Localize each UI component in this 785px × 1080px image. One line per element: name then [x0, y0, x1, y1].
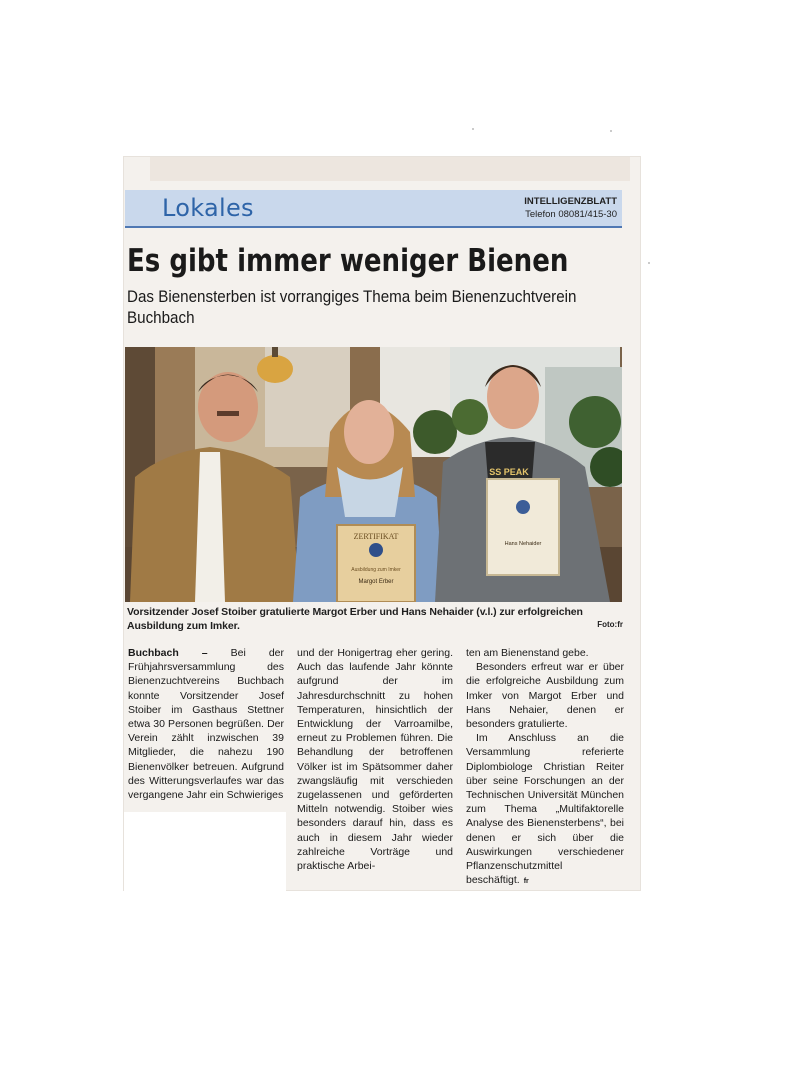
dateline: Buchbach –: [128, 647, 208, 659]
author-signature: fr: [523, 878, 529, 886]
certificate-name: Margot Erber: [358, 579, 394, 585]
column-3-paragraph-2: Besonders erfreut war er über die erfolgreiche Ausbildung zum Imker von Margot Erber und Hans Nehaier, denen er besonders gratulierte.: [466, 661, 624, 731]
newspaper-phone: Telefon 08081/415-30: [525, 209, 617, 220]
article-photo: [125, 347, 622, 602]
scan-dust: [610, 130, 612, 132]
article-column-3: [466, 646, 624, 889]
photo-illustration: [125, 347, 622, 602]
article-column-2: [297, 646, 453, 873]
column-2-text: und der Honigertrag eher gering. Auch das laufende Jahr könnte aufgrund der im Jahresdurchschnitt zu hohen Temperaturen, hinsichtlich der Entwicklung der Varroamilbe, erneut zu Problemen führen. Die Behandlung der betroffenen Völker ist im Spätsommer daher zwangsläufig mit verschieden zugelassenen und geförderten Mitteln notwendig. Stoiber wies besonders darauf hin, dass es auch in diesem Jahr wieder zahlreiche Vorträge und praktische Arbei-: [297, 647, 453, 873]
newspaper-name: INTELLIGENZBLATT: [524, 196, 617, 207]
article-subheadline: Das Bienensterben ist vorrangiges Thema beim Bienenzuchtverein Buchbach: [127, 288, 577, 327]
certificate-title: ZERTIFIKAT: [353, 532, 399, 541]
section-title: Lokales: [162, 194, 254, 222]
photo-caption: Vorsitzender Josef Stoiber gratulierte Margot Erber und Hans Nehaider (v.l.) zur erfolgreichen Ausbildung zum Imker.: [127, 606, 583, 632]
scan-dust: [648, 262, 650, 264]
scan-dust: [472, 128, 474, 130]
certificate-name-2: Hans Nehaider: [504, 541, 542, 547]
shirt-print: SS PEAK: [489, 467, 529, 477]
column-1-text: Bei der Frühjahrsversammlung des Bienenzuchtvereins Buchbach konnte Vorsitzender Josef Stoiber im Gasthaus Stettner etwa 30 Personen begrüßen. Der Verein zählt inzwischen 39 Mitglieder, die nahezu 190 Bienenvölker betreuen. Aufgrund des Witterungsverlaufes war das vergangene Jahr ein Schwieriges: [128, 647, 285, 802]
article-headline: Es gibt immer weniger Bienen: [127, 243, 569, 279]
certificate-line: Ausbildung zum Imker: [351, 567, 401, 573]
photo-credit: Foto:fr: [597, 620, 623, 629]
clipping-cutout: [124, 812, 286, 892]
clipping-top-strip: [150, 157, 630, 181]
column-3-paragraph-3: Im Anschluss an die Versammlung referierte Diplombiologe Christian Reiter über seine Forschungen an der Technischen Universität München zum Thema „Multifaktorelle Analyse des Bienensterbens“, bei denen er sich über die Auswirkungen verschiedener Pflanzenschutzmittel beschäftigt.: [466, 732, 624, 887]
column-3-paragraph-1: ten am Bienenstand gebe.: [466, 647, 589, 659]
article-column-1: [128, 646, 284, 802]
